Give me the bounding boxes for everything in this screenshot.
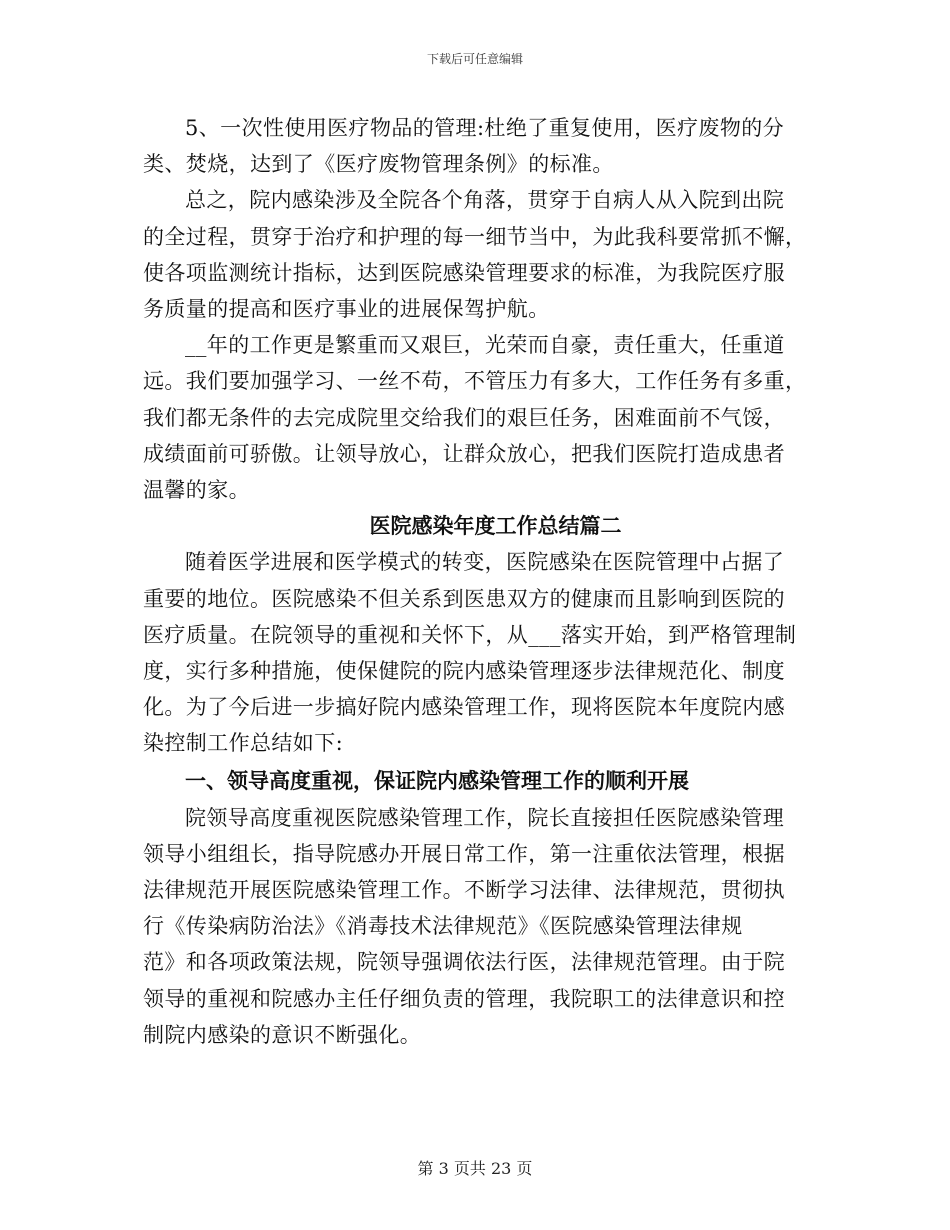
paragraph-leadership — [143, 800, 808, 1053]
text-line: 制院内感染的意识不断强化。 — [143, 1022, 422, 1047]
text-line: 远。我们要加强学习、一丝不苟，不管压力有多大，工作任务有多重， — [143, 369, 807, 394]
text-line: 范》和各项政策法规，院领导强调依法行医，法律规范管理。由于院 — [143, 950, 785, 975]
text-line: 领导小组组长，指导院感办开展日常工作，第一注重依法管理，根据 — [143, 841, 785, 866]
text-line: 化。为了今后进一步搞好院内感染管理工作，现将医院本年度院内感 — [143, 695, 785, 720]
text-line: 使各项监测统计指标，达到医院感染管理要求的标准，为我院医疗服 — [143, 260, 785, 285]
text-line: 重要的地位。医院感染不但关系到医患双方的健康而且影响到医院的 — [143, 586, 785, 611]
text-line: 务质量的提高和医疗事业的进展保驾护航。 — [143, 297, 550, 322]
text-line: 染控制工作总结如下: — [143, 731, 344, 756]
text-line: 温馨的家。 — [143, 478, 250, 503]
text-line: 我们都无条件的去完成院里交给我们的艰巨任务，困难面前不气馁， — [143, 405, 785, 430]
subheading-leadership: 一、领导高度重视，保证院内感染管理工作的顺利开展 — [185, 768, 689, 793]
text-line: __年的工作更是繁重而又艰巨，光荣而自豪，责任重大，任重道 — [185, 333, 785, 358]
document-body — [143, 110, 808, 1053]
text-line: 领导的重视和院感办主任仔细负责的管理，我院职工的法律意识和控 — [143, 986, 785, 1011]
text-line: 度，实行多种措施，使保健院的院内感染管理逐步法律规范化、制度 — [143, 659, 785, 684]
page-number: 第 3 页共 23 页 — [417, 1159, 533, 1178]
text-line: 成绩面前可骄傲。让领导放心，让群众放心，把我们医院打造成患者 — [143, 441, 785, 466]
text-line: 行《传染病防治法》《消毒技术法律规范》《医院感染管理法律规 — [143, 914, 743, 939]
text-line: 院领导高度重视医院感染管理工作，院长直接担任医院感染管理 — [185, 805, 785, 830]
text-line: 5、一次性使用医疗物品的管理:杜绝了重复使用，医疗废物的分 — [185, 116, 785, 140]
paragraph-intro — [143, 544, 808, 761]
text-line: 医疗质量。在院领导的重视和关怀下，从___落实开始，到严格管理制 — [143, 622, 797, 647]
paragraph-year-outlook — [143, 327, 808, 508]
text-line: 随着医学进展和医学模式的转变，医院感染在医院管理中占据了 — [185, 550, 785, 575]
text-line: 法律规范开展医院感染管理工作。不断学习法律、法律规范，贯彻执 — [143, 878, 785, 903]
paragraph-disposable-items — [143, 110, 808, 182]
section-title: 医院感染年度工作总结篇二 — [369, 514, 622, 539]
page-header-note: 下载后可任意编辑 — [426, 52, 523, 66]
text-line: 的全过程，贯穿于治疗和护理的每一细节当中，为此我科要常抓不懈， — [143, 224, 807, 249]
text-line: 总之，院内感染涉及全院各个角落，贯穿于自病人从入院到出院 — [185, 188, 785, 213]
text-line: 类、焚烧，达到了《医疗废物管理条例》的标准。 — [143, 152, 614, 177]
paragraph-summary — [143, 182, 808, 327]
